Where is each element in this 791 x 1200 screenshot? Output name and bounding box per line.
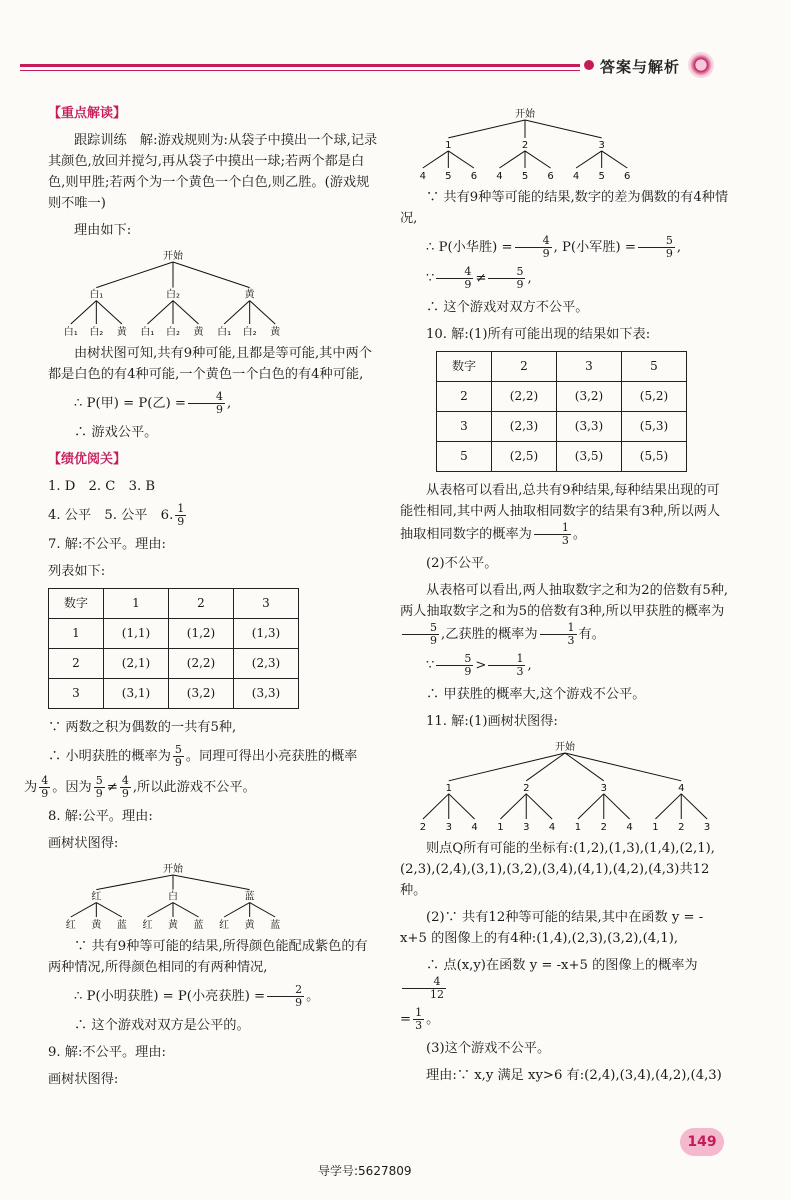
tree-branch (250, 301, 276, 324)
table-cell: (2,1) (104, 649, 169, 679)
tree-branch (224, 903, 250, 917)
table-cell: 3 (557, 352, 622, 382)
table-cell: 数字 (437, 352, 492, 382)
tree-leaf: 4 (496, 171, 503, 182)
table-row (49, 589, 299, 619)
section-heading-excellent: 【绩优阅关】 (48, 452, 127, 467)
tree-branch (173, 301, 199, 324)
tree-leaf: 5 (521, 171, 529, 182)
table-row (437, 352, 687, 382)
table-cell: (5,5) (622, 442, 687, 472)
tree-branch (576, 151, 602, 168)
answer-11-part3: (3)这个游戏不公平。 (426, 1041, 551, 1056)
tree-leaf: 4 (471, 822, 478, 833)
answer-7-list: 列表如下: (48, 564, 106, 579)
answer-11-prob: ∴ 点(x,y)在函数 y = -x+5 的图像上的概率为 $\frac{4}{12}$ (400, 955, 730, 1001)
table-cell: 3 (49, 679, 104, 709)
table-row (437, 442, 687, 472)
table-cell: 5 (622, 352, 687, 382)
tree-leaf: 蓝 (116, 920, 127, 931)
tree-leaf: 5 (598, 171, 605, 182)
tree-leaf: 2 (600, 822, 607, 833)
tree-leaf: 红 (219, 920, 230, 931)
tree-leaf: 红 (142, 920, 153, 931)
answer-10-compare: ∵ $\frac{5}{9}$ > $\frac{1}{3}$ , (426, 652, 532, 678)
tree-branch (602, 151, 628, 168)
tree-node: 白 (168, 891, 178, 903)
tree-branch (147, 903, 173, 917)
table-cell: (3,3) (557, 412, 622, 442)
tree-node: 白₁ (89, 289, 104, 301)
tree-leaf: 2 (678, 822, 685, 833)
equation-p-jia: ∴ P(甲) = P(乙) = $\frac{4}{9}$ , (74, 390, 232, 416)
tree-branch (448, 151, 474, 168)
table-cell: (3,3) (234, 679, 299, 709)
paragraph-reason: 理由如下: (74, 223, 132, 238)
answer-8-explain: ∵ 共有9种等可能的结果,所得颜色能配成紫色的有两种情况,所得颜色相同的有两种情况, (48, 939, 368, 975)
answer-9-explain: ∵ 共有9种等可能的结果,数字的差为偶数的有4种情况, (400, 190, 729, 226)
header-rule-thin (20, 70, 580, 71)
answer-11-prob-simplified: = $\frac{1}{3}$ 。 (400, 1006, 440, 1032)
answer-11-reason: 理由:∵ x,y 满足 xy>6 有:(2,4),(3,4),(4,2),(4,3) (426, 1068, 722, 1083)
tree-leaf: 黄 (116, 327, 127, 338)
tree-branch (604, 794, 630, 819)
table-cell: (3,2) (169, 679, 234, 709)
table-cell: 2 (437, 382, 492, 412)
tree-branch (96, 262, 173, 288)
tree-root: 开始 (515, 109, 535, 120)
tree-branch (500, 794, 526, 819)
tree-leaf: 3 (703, 822, 711, 833)
tree-branch (449, 794, 475, 819)
table-10 (436, 351, 687, 472)
answer-7-prob2: 为 $\frac{4}{9}$ 。因为 $\frac{5}{9}$ ≠ $\frac{4}{9}$ ,所以此游戏不公平。 (24, 774, 256, 800)
table-cell: (3,5) (557, 442, 622, 472)
table-row (49, 619, 299, 649)
answer-7: 7. 解:不公平。理由: (48, 537, 166, 552)
header-dot (584, 60, 594, 70)
tree-node: 2 (521, 139, 529, 151)
tree-node: 3 (598, 139, 605, 151)
answer-11: 11. 解:(1)画树状图得: (426, 714, 558, 729)
table-cell: 2 (49, 649, 104, 679)
tree-branch (525, 120, 602, 138)
table-cell: 5 (437, 442, 492, 472)
paragraph-tracking: 跟踪训练 解:游戏规则为:从袋子中摸出一个球,记录其颜色,放回并搅匀,再从袋子中摸出一球;若两个都是白色,则甲胜;若两个为一个黄色一个白色,则乙胜。(游戏规则不唯一) (48, 133, 378, 211)
tree-branch (423, 794, 449, 819)
tree-node: 4 (678, 782, 685, 794)
paragraph-tree-result: 由树状图可知,共有9种可能,且都是等可能,其中两个都是白色的有4种可能,一个黄色一个白色的有4种可能, (48, 346, 372, 382)
tree-branch (96, 301, 122, 324)
table-cell: (3,1) (104, 679, 169, 709)
tree-branch (173, 903, 199, 917)
answer-10-part2: (2)不公平。 (426, 556, 498, 571)
tree-node: 1 (445, 782, 452, 794)
tree-leaf: 5 (445, 171, 452, 182)
table-cell: (1,3) (234, 619, 299, 649)
tree-leaf: 黄 (168, 920, 178, 931)
table-cell: 2 (492, 352, 557, 382)
tree-leaf: 6 (547, 171, 554, 182)
page-number: 149 (680, 1128, 724, 1156)
tree-branch (250, 903, 276, 917)
table-cell: 3 (234, 589, 299, 619)
table-row (437, 412, 687, 442)
left-column (24, 103, 378, 1096)
table-cell: (3,2) (557, 382, 622, 412)
table-cell: (2,2) (169, 649, 234, 679)
answer-8: 8. 解:公平。理由: (48, 809, 153, 824)
guide-number: 导学号:5627809 (318, 1164, 412, 1178)
table-cell: (5,2) (622, 382, 687, 412)
tree-branch (525, 151, 551, 168)
table-cell: 2 (169, 589, 234, 619)
table-row (49, 649, 299, 679)
answer-7-prob: ∴ 小明获胜的概率为 $\frac{5}{9}$ 。同理可得出小亮获胜的概率 (48, 743, 358, 769)
tree-leaf: 6 (624, 171, 631, 182)
tree-diagram-4 (400, 738, 730, 834)
tree-leaf: 3 (445, 822, 452, 833)
tree-leaf: 黄 (91, 920, 102, 931)
tree-node: 3 (600, 782, 607, 794)
tree-leaf: 白₁ (217, 327, 232, 338)
tree-branch (96, 875, 173, 890)
tree-leaf: 2 (419, 822, 427, 833)
answer-9-compare: ∵ $\frac{4}{9}$ ≠ $\frac{5}{9}$ , (426, 265, 532, 291)
table-cell: (2,3) (234, 649, 299, 679)
tree-branch (147, 301, 173, 324)
table-cell: (2,5) (492, 442, 557, 472)
tree-leaf: 1 (652, 822, 659, 833)
tree-branch (423, 151, 449, 168)
answer-9-conclusion: ∴ 这个游戏对双方不公平。 (426, 300, 589, 315)
answer-8-conclusion: ∴ 这个游戏对双方是公平的。 (74, 1018, 250, 1033)
tree-leaf: 红 (65, 920, 76, 931)
tree-leaf: 蓝 (270, 920, 281, 931)
answer-8-prob: ∴ P(小明获胜) = P(小亮获胜) = $\frac{2}{9}$ 。 (74, 983, 320, 1009)
table-row (49, 679, 299, 709)
tree-branch (96, 903, 122, 917)
tree-node: 黄 (244, 289, 255, 301)
tree-branch (655, 794, 681, 819)
tree-branch (526, 794, 552, 819)
tree-leaf: 6 (470, 171, 478, 182)
table-cell: (1,2) (169, 619, 234, 649)
header-rule (20, 64, 580, 67)
tree-leaf: 黄 (193, 327, 204, 338)
tree-branch (71, 903, 97, 917)
answers-1-3: 1. D 2. C 3. B (48, 479, 156, 494)
table-cell: (2,3) (492, 412, 557, 442)
tree-leaf: 4 (548, 822, 556, 833)
tree-leaf: 黄 (270, 327, 281, 338)
tree-node: 白₂ (165, 289, 181, 301)
answer-11-part2: (2)∵ 共有12种等可能的结果,其中在函数 y = -x+5 的图像上的有4种:(1,4),(2,3),(3,2),(4,1), (400, 910, 704, 946)
tree-branch (681, 794, 707, 819)
answer-8-tree-label: 画树状图得: (48, 836, 119, 851)
tree-leaf: 白₁ (63, 327, 78, 338)
conclusion-fair: ∴ 游戏公平。 (74, 425, 158, 440)
tree-node: 红 (91, 891, 102, 903)
answers-4-6: 4. 公平 5. 公平 6. $\frac{1}{9}$ (48, 502, 185, 528)
answer-7-even: ∵ 两数之积为偶数的一共有5种, (48, 720, 237, 735)
tree-leaf: 白₂ (165, 327, 181, 338)
tree-leaf: 4 (572, 171, 580, 182)
tree-branch (449, 753, 565, 781)
tree-branch (224, 301, 250, 324)
tree-root: 开始 (163, 251, 183, 262)
tree-leaf: 黄 (244, 920, 255, 931)
table-cell: (1,1) (104, 619, 169, 649)
table-row (437, 382, 687, 412)
answer-10: 10. 解:(1)所有可能出现的结果如下表: (426, 327, 651, 342)
table-cell: 3 (437, 412, 492, 442)
tree-root: 开始 (555, 742, 575, 753)
tree-leaf: 蓝 (193, 920, 204, 931)
tree-leaf: 白₂ (89, 327, 104, 338)
answer-9: 9. 解:不公平。理由: (48, 1045, 166, 1060)
right-column (400, 103, 730, 1092)
tree-leaf: 4 (419, 171, 426, 182)
tree-diagram-1 (48, 247, 298, 339)
tree-diagram-3 (400, 105, 650, 183)
answer-10-conclusion: ∴ 甲获胜的概率大,这个游戏不公平。 (426, 687, 646, 702)
answer-9-tree-label: 画树状图得: (48, 1072, 119, 1087)
flower-logo-icon (688, 52, 714, 78)
table-cell: (2,2) (492, 382, 557, 412)
table-cell: 数字 (49, 589, 104, 619)
tree-branch (173, 262, 250, 288)
header-title: 答案与解析 (600, 58, 681, 76)
answer-11-coords: 则点Q所有可能的坐标有:(1,2),(1,3),(1,4),(2,1),(2,3),(2,4),(3,1),(3,2),(3,4),(4,1),(4,2),(4,3)共12种。 (400, 841, 715, 898)
tree-leaf: 1 (574, 822, 582, 833)
tree-root: 开始 (163, 864, 183, 875)
answer-10-explain: 从表格可以看出,总共有9种结果,每种结果出现的可能性相同,其中两人抽取相同数字的结果有3种,所以两人抽取相同数字的概率为 $\frac{1}{3}$ 。 (400, 483, 721, 547)
tree-branch (565, 753, 681, 781)
tree-leaf: 白₁ (140, 327, 155, 338)
tree-branch (173, 875, 250, 890)
tree-node: 蓝 (244, 891, 255, 903)
section-heading-key-points: 【重点解读】 (48, 106, 127, 121)
tree-leaf: 1 (497, 822, 504, 833)
tree-branch (578, 794, 604, 819)
tree-leaf: 白₂ (242, 327, 257, 338)
table-cell: 1 (104, 589, 169, 619)
tree-branch (448, 120, 525, 138)
tree-diagram-2 (48, 860, 298, 932)
table-cell: (5,3) (622, 412, 687, 442)
table-7 (48, 588, 299, 709)
tree-leaf: 3 (523, 822, 530, 833)
tree-node: 2 (523, 782, 530, 794)
answer-9-probs: ∴ P(小华胜) = $\frac{4}{9}$ , P(小军胜) = $\frac{5}{9}$ , (426, 234, 682, 260)
tree-branch (71, 301, 97, 324)
answer-10-part2-explain: 从表格可以看出,两人抽取数字之和为2的倍数有5种,两人抽取数字之和为5的倍数有3种,所以甲获胜的概率为 $\frac{5}{9}$ ,乙获胜的概率为 $\frac{1}{3}$ 有。 (400, 583, 729, 647)
tree-branch (499, 151, 525, 168)
tree-leaf: 4 (626, 822, 633, 833)
table-cell: 1 (49, 619, 104, 649)
tree-node: 1 (445, 139, 452, 151)
